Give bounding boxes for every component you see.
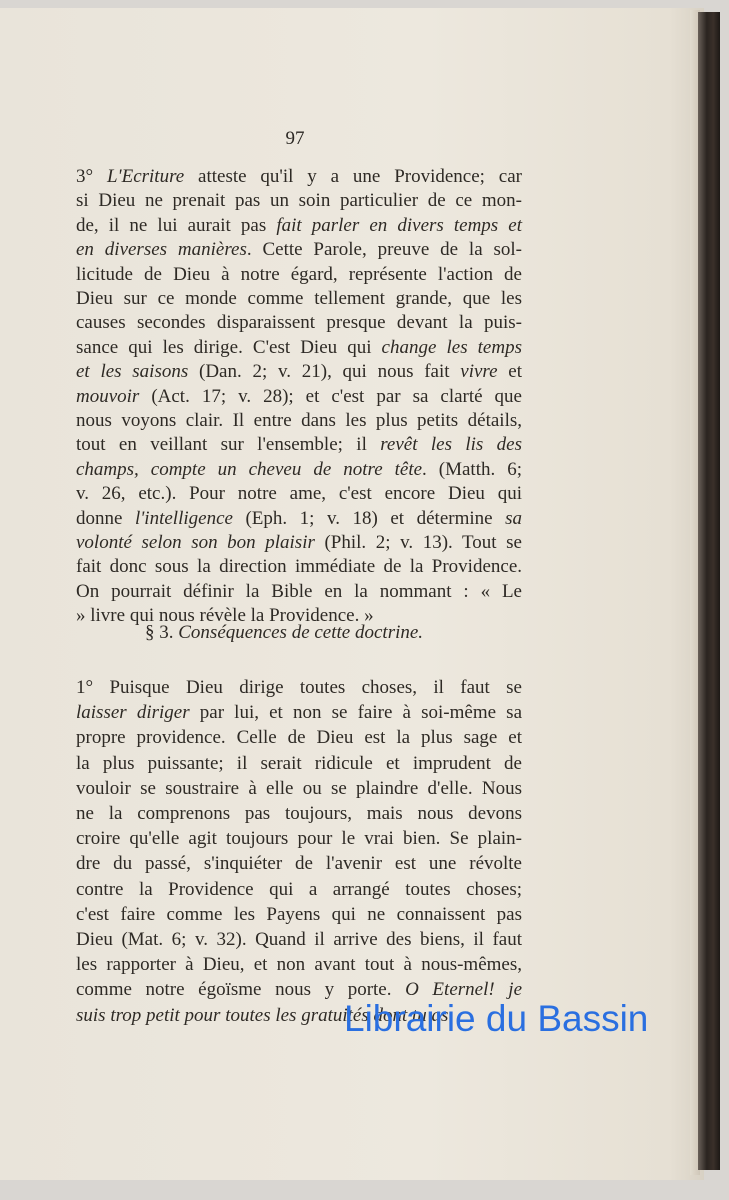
italic-text: fait parler en divers temps et (276, 214, 522, 236)
text-segment: sance qui les dirige. C'est Dieu qui (76, 336, 382, 358)
text-segment: tout en veillant sur l'ensemble; il (76, 434, 381, 456)
text-line (76, 263, 522, 287)
text-segment: dre du passé, s'inquiéter de l'avenir est une révolte (76, 853, 522, 875)
italic-text: en diverses manières (76, 239, 247, 261)
italic-text: champs, compte un cheveu de notre tête (76, 458, 423, 480)
text-segment: les rapporter à Dieu, et non avant tout à nous-mêmes, (76, 954, 522, 976)
text-segment: propre providence. Celle de Dieu est la plus sage et (76, 727, 522, 749)
section-title: Conséquences de cette doctrine. (178, 622, 424, 643)
italic-text: revêt les lis des (380, 434, 523, 456)
italic-text: sa (505, 507, 523, 529)
text-line (76, 238, 522, 262)
text-segment: donne (76, 507, 135, 529)
text-line (76, 752, 522, 776)
text-segment: croire qu'elle agit toujours pour le vrai bien. Se plain- (76, 828, 522, 850)
italic-text: vivre (460, 361, 498, 383)
text-line (76, 827, 522, 851)
text-segment: Dieu sur ce monde comme tellement grande, que les (76, 288, 522, 309)
italic-text: mouvoir (76, 385, 140, 407)
text-segment: atteste qu'il y a une Providence; car (184, 166, 522, 187)
text-line (76, 336, 522, 360)
text-line (76, 311, 522, 335)
text-line (76, 287, 522, 311)
section-heading (145, 622, 423, 644)
text-line (76, 701, 522, 725)
text-segment: la plus puissante; il serait ridicule et imprudent de (76, 752, 522, 774)
text-line (76, 482, 522, 506)
text-line (76, 903, 522, 927)
text-line (76, 409, 522, 433)
text-line (76, 852, 522, 876)
italic-text: suis trop petit pour toutes les gratuités dont tu as (76, 1004, 449, 1026)
page-number: 97 (285, 128, 305, 149)
italic-text: O Eternel! je (405, 979, 523, 1001)
text-line (76, 507, 522, 531)
text-segment: v. 26, etc.). Pour notre ame, c'est encore Dieu qui (76, 483, 522, 505)
italic-text: et les saisons (76, 361, 189, 383)
text-line (76, 676, 522, 700)
text-line (76, 189, 522, 213)
section-number: § 3. (145, 622, 179, 643)
text-line (76, 878, 522, 902)
text-line (76, 555, 522, 579)
watermark-logo: Librairie du Bassin (344, 998, 649, 1039)
text-segment: On pourrait définir la Bible en la nommant : « Le (76, 580, 522, 602)
text-segment: nous voyons clair. Il entre dans les plus petits détails, (76, 410, 522, 431)
text-segment: licitude de Dieu à notre égard, représente l'action de (76, 263, 522, 285)
text-line (76, 385, 522, 409)
italic-text: L'Ecriture (106, 166, 185, 187)
text-segment: Dieu (Mat. 6; v. 32). Quand il arrive des biens, il faut (76, 929, 522, 950)
text-segment: (Eph. 1; v. 18) et détermine (232, 507, 506, 529)
text-segment: » livre qui nous révèle la Providence. » (76, 605, 374, 627)
text-segment: contre la Providence qui a arrangé toutes choses; (76, 878, 522, 900)
text-segment: (Phil. 2; v. 13). Tout se (314, 532, 522, 553)
text-segment: ne la comprenons pas toujours, mais nous devons (76, 803, 522, 824)
text-segment: (Dan. 2; v. 21), qui nous fait (188, 361, 461, 383)
text-line (76, 580, 522, 604)
text-segment: si Dieu ne prenait pas un soin particulier de ce mon- (76, 190, 522, 212)
text-segment: (Act. 17; v. 28); et c'est par sa clarté que (139, 385, 522, 407)
text-segment: et (497, 361, 522, 383)
text-segment: 3° (76, 166, 107, 187)
text-line (76, 433, 522, 457)
text-line (76, 531, 522, 555)
text-segment: c'est faire comme les Payens qui ne connaissent pas (76, 903, 522, 925)
text-line (76, 458, 522, 482)
text-line (76, 953, 522, 977)
italic-text: change les temps (381, 336, 522, 358)
text-line (76, 726, 522, 750)
text-segment: 1° Puisque Dieu dirige toutes choses, il faut se (76, 677, 522, 698)
text-line (76, 777, 522, 801)
text-segment: . Cette Parole, preuve de la sol- (246, 239, 522, 261)
italic-text: laisser diriger (76, 702, 190, 724)
text-segment: de, il ne lui aurait pas (76, 214, 277, 236)
text-segment: . (Matth. 6; (422, 458, 522, 480)
italic-text: l'intelligence (134, 507, 233, 529)
text-line (76, 360, 522, 384)
book-spine (698, 12, 720, 1170)
text-segment: vouloir se soustraire à elle ou se plaindre d'elle. Nous (76, 777, 522, 799)
text-line (76, 802, 522, 826)
italic-text: volonté selon son bon plaisir (76, 532, 315, 553)
text-segment: causes secondes disparaissent presque devant la puis- (76, 312, 522, 334)
text-line (76, 928, 522, 952)
text-line (76, 165, 522, 189)
text-segment: fait donc sous la direction immédiate de la Providence. (76, 556, 522, 578)
text-segment: par lui, et non se faire à soi-même sa (189, 702, 523, 724)
text-segment: comme notre égoïsme nous y porte. (76, 979, 406, 1001)
text-line (76, 214, 522, 238)
